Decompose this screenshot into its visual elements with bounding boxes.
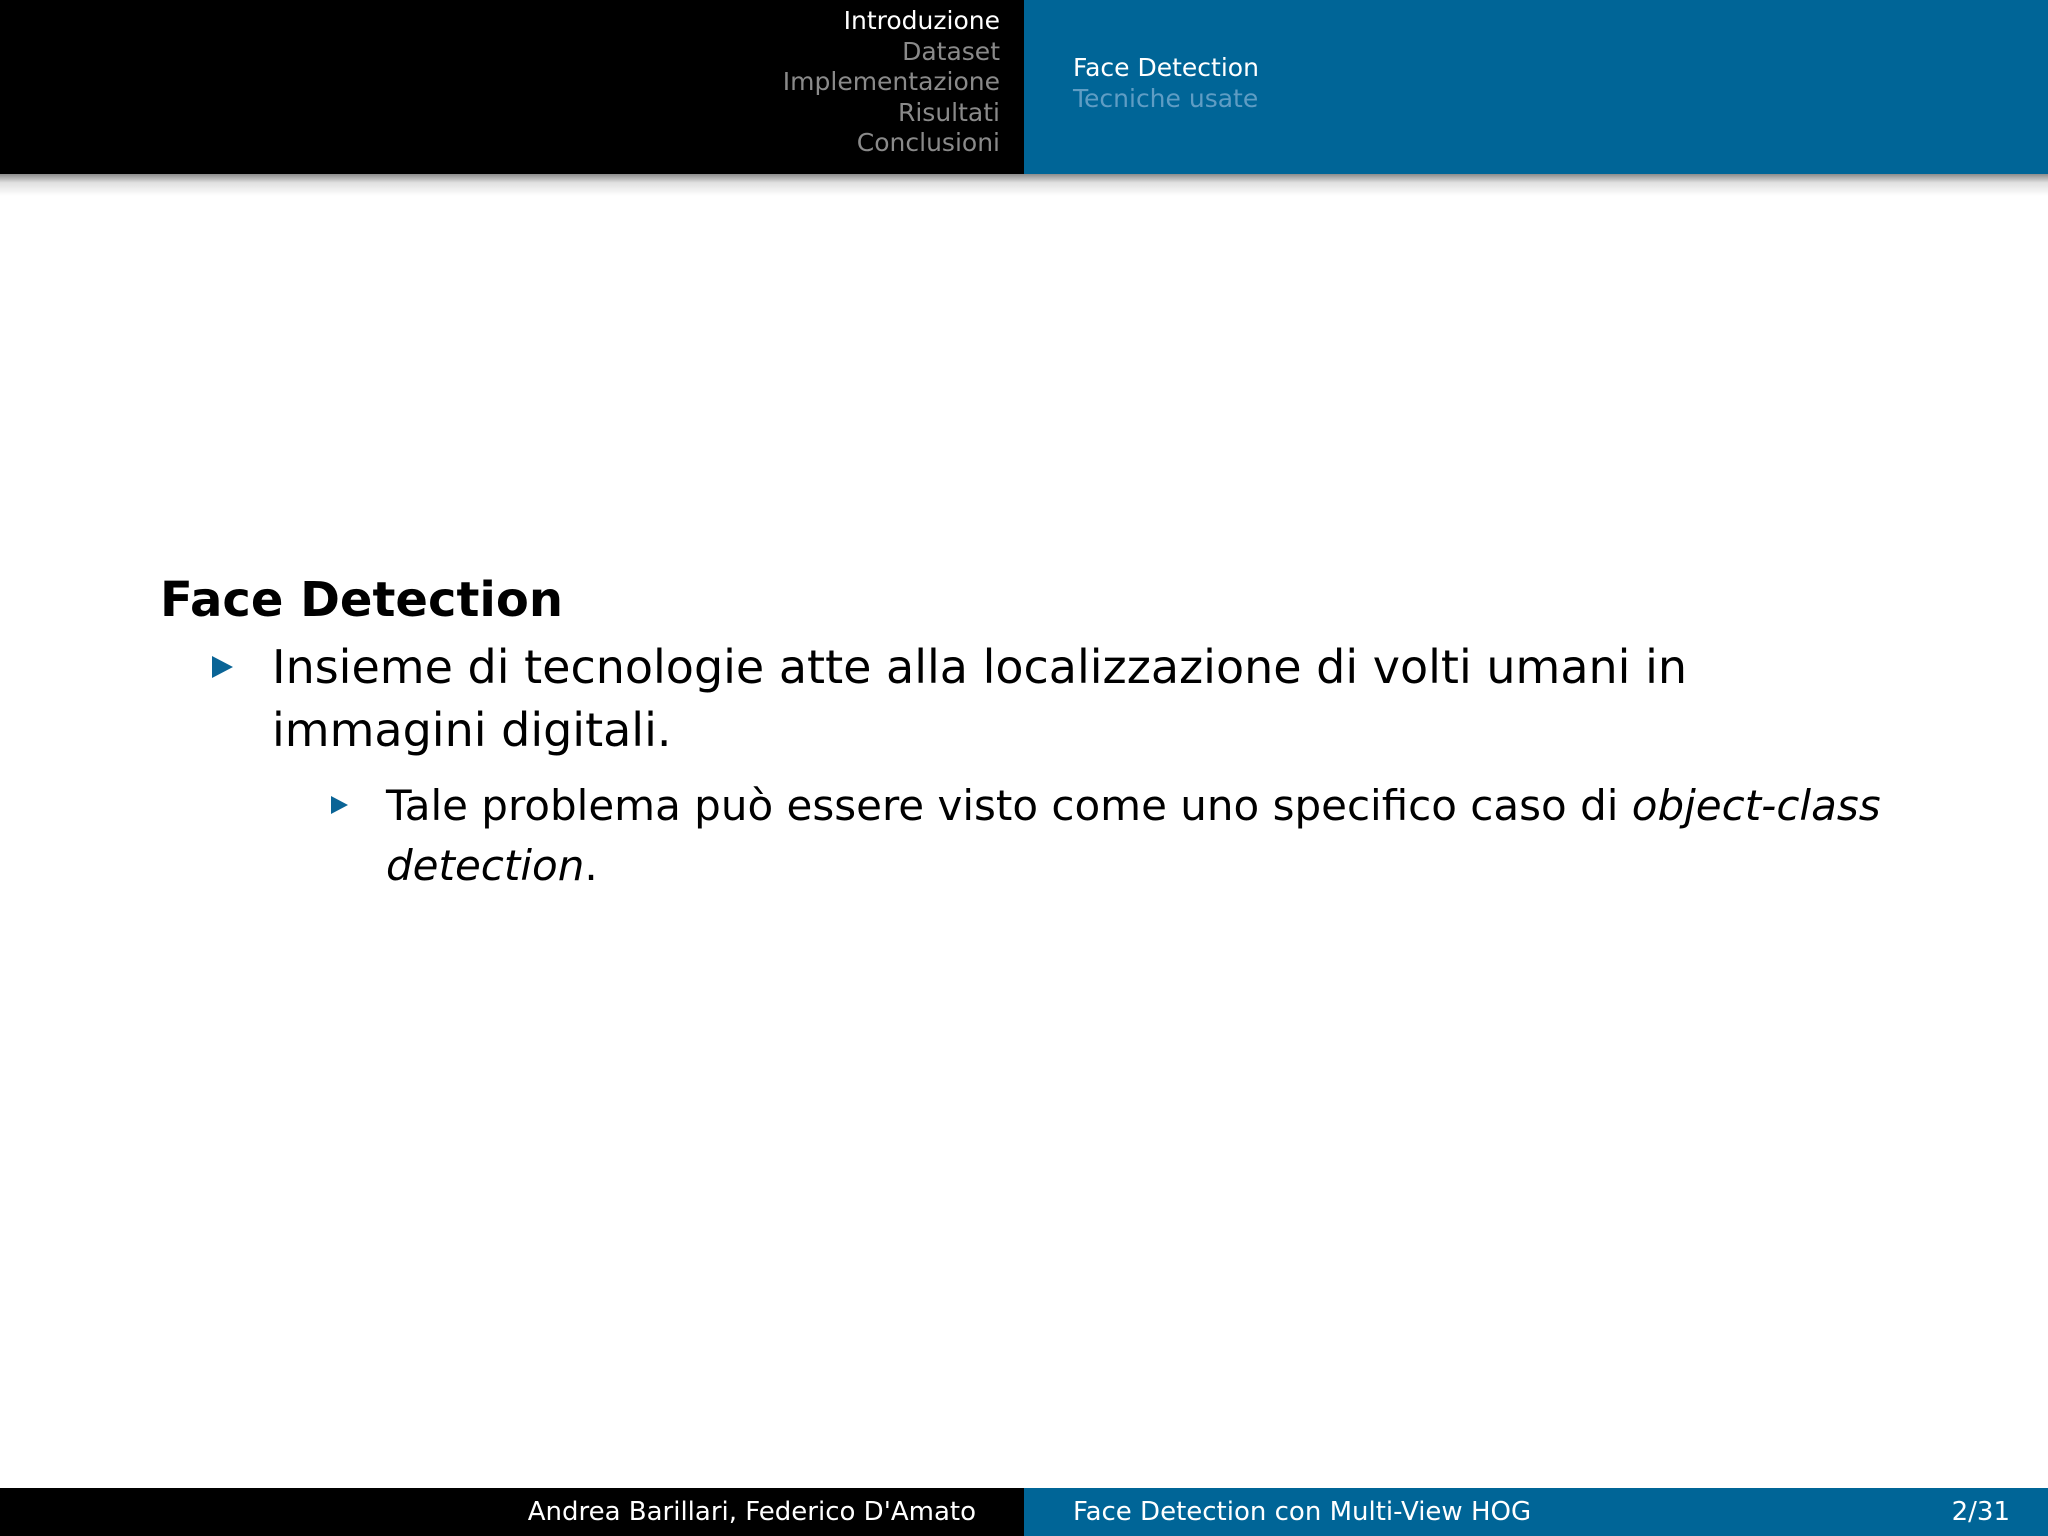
- header-bar: [0, 0, 2048, 174]
- section-nav: [100, 6, 1000, 159]
- section-navigation-panel: [0, 0, 1024, 174]
- page-number: 2/31: [1951, 1497, 2010, 1527]
- footer-bar: [0, 1488, 2048, 1536]
- nav-section-implementazione[interactable]: Implementazione: [782, 67, 1000, 96]
- nav-section-risultati[interactable]: Risultati: [897, 97, 1000, 127]
- footer-authors-panel: [0, 1488, 1024, 1536]
- header-shadow: [0, 174, 2048, 196]
- sub-bullet-item: [160, 776, 1886, 896]
- sub-bullet-end: .: [584, 841, 598, 890]
- nav-subsection-tecniche-usate[interactable]: Tecniche usate: [1073, 84, 1259, 113]
- subsection-nav: [1073, 52, 1259, 114]
- nav-section-introduzione[interactable]: Introduzione: [843, 6, 1000, 35]
- block-title: Face Detection: [160, 572, 563, 628]
- nav-section-conclusioni[interactable]: Conclusioni: [856, 128, 1000, 157]
- bullet-text: Insieme di tecnologie atte alla localizzazione di volti umani in immagini digitali.: [272, 640, 1688, 757]
- footer-presentation-title: Face Detection con Multi-View HOG: [1073, 1497, 1532, 1527]
- nav-subsection-face-detection[interactable]: Face Detection: [1073, 53, 1259, 82]
- sub-bullet-text: Tale problema può essere visto come uno specifico caso di: [386, 781, 1632, 830]
- triangle-bullet-icon: [331, 796, 348, 814]
- subsection-navigation-panel: [1024, 0, 2048, 174]
- slide-content: [160, 566, 1920, 896]
- footer-title-panel: [1024, 1488, 2048, 1536]
- triangle-bullet-icon: [212, 656, 233, 678]
- nav-section-dataset[interactable]: Dataset: [902, 36, 1000, 66]
- footer-authors: Andrea Barillari, Federico D'Amato: [527, 1497, 976, 1527]
- sub-bullet-emphasis: object-class detection: [386, 781, 1881, 890]
- bullet-item: [160, 636, 1872, 762]
